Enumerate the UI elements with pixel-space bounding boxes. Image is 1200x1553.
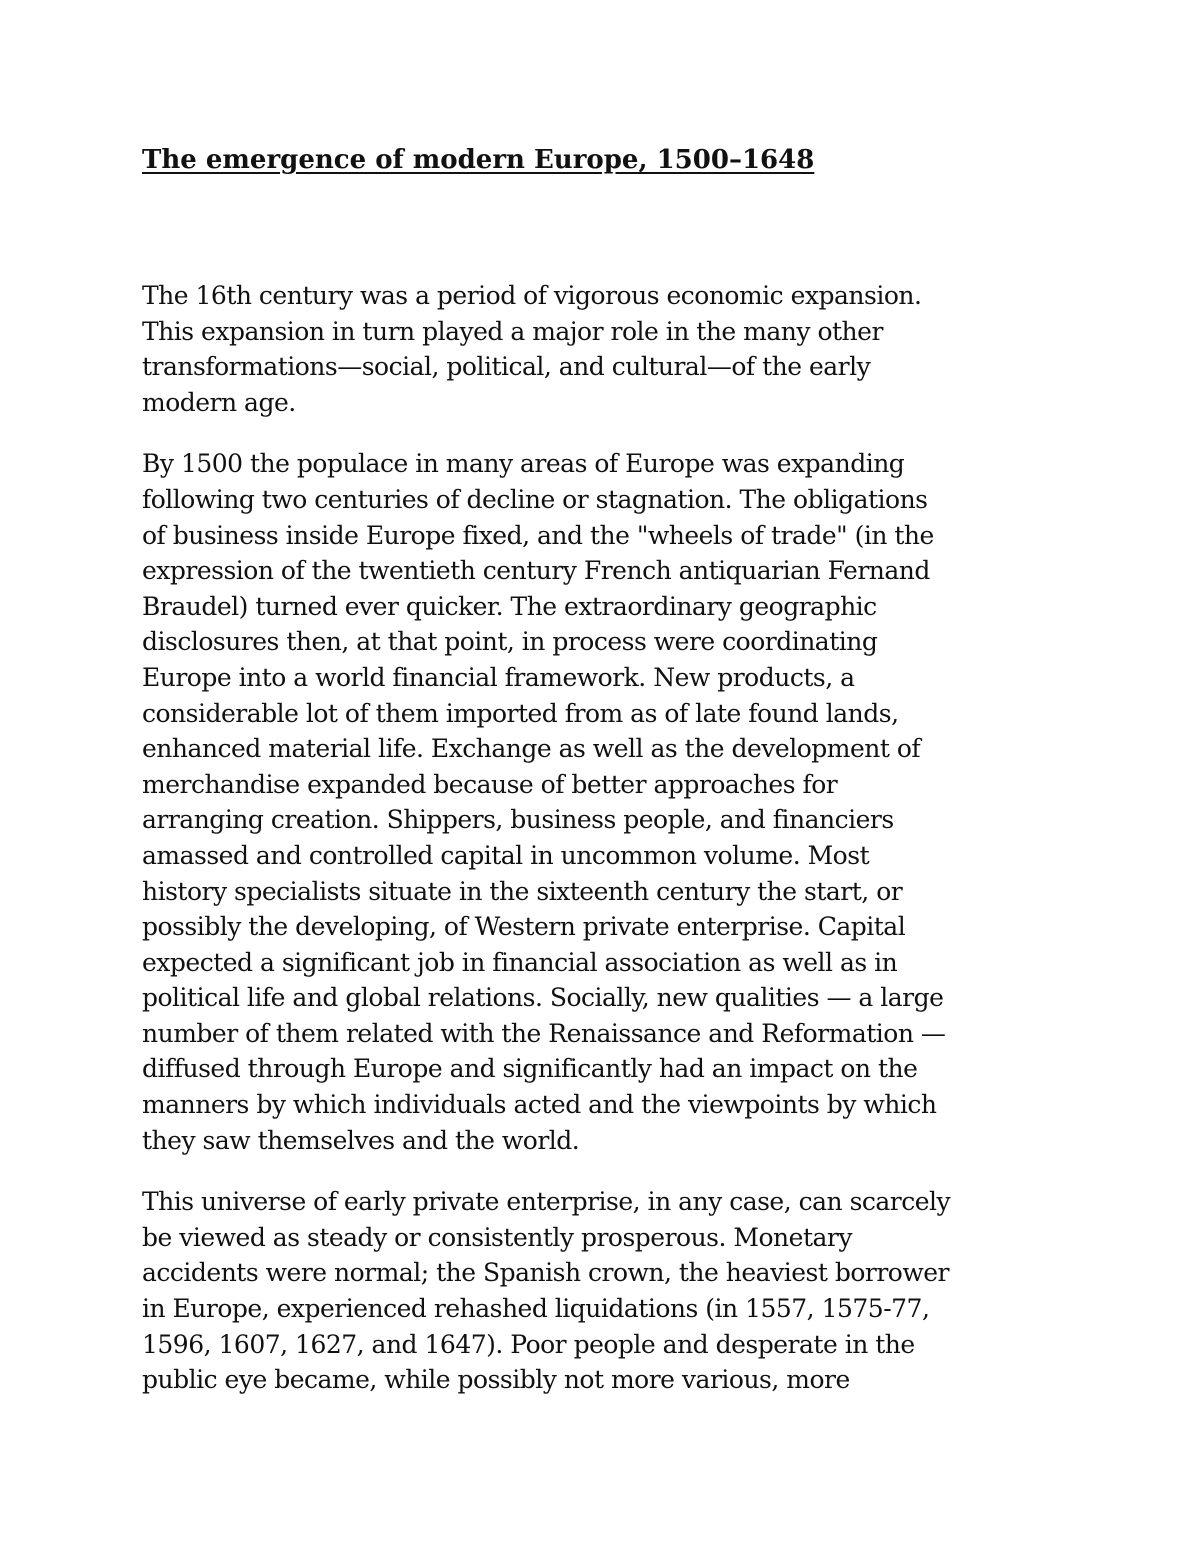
text-line: disclosures then, at that point, in process were coordinating [142,627,878,657]
text-line: amassed and controlled capital in uncommon volume. Most [142,840,870,870]
text-line: history specialists situate in the sixteenth century the start, or [142,876,903,906]
text-line: of business inside Europe fixed, and the "wheels of trade" (in the [142,520,934,550]
text-line: political life and global relations. Socially, new qualities — a large [142,983,944,1013]
text-line: diffused through Europe and significantly had an impact on the [142,1054,918,1084]
text-line: be viewed as steady or consistently prosperous. Monetary [142,1222,852,1252]
document-body [142,278,1058,1424]
text-line: This expansion in turn played a major role in the many other [142,316,883,346]
text-line: expected a significant job in financial association as well as in [142,947,898,977]
paragraph [142,278,1058,420]
text-line: transformations—social, political, and cultural—of the early [142,352,871,382]
text-line: By 1500 the populace in many areas of Europe was expanding [142,449,905,479]
text-line: number of them related with the Renaissance and Reformation — [142,1018,946,1048]
text-line: in Europe, experienced rehashed liquidations (in 1557, 1575-77, [142,1294,930,1324]
text-line: enhanced material life. Exchange as well as the development of [142,734,921,764]
paragraph [142,446,1058,1158]
text-line: This universe of early private enterprise, in any case, can scarcely [142,1187,951,1217]
document-title: The emergence of modern Europe, 1500–1648 [142,145,815,175]
text-line: they saw themselves and the world. [142,1125,580,1155]
text-line: public eye became, while possibly not more various, more [142,1365,850,1395]
text-line: following two centuries of decline or stagnation. The obligations [142,484,928,514]
paragraph [142,1184,1058,1398]
document-content [142,138,1058,1395]
text-line: Braudel) turned ever quicker. The extraordinary geographic [142,591,877,621]
text-line: 1596, 1607, 1627, and 1647). Poor people and desperate in the [142,1329,915,1359]
text-line: Europe into a world financial framework. New products, a [142,662,855,692]
text-line: considerable lot of them imported from as of late found lands, [142,698,899,728]
text-line: modern age. [142,387,296,417]
text-line: arranging creation. Shippers, business people, and financiers [142,805,894,835]
text-line: The 16th century was a period of vigorous economic expansion. [142,281,922,310]
text-line: possibly the developing, of Western private enterprise. Capital [142,912,906,942]
text-line: accidents were normal; the Spanish crown, the heaviest borrower [142,1258,949,1288]
text-line: expression of the twentieth century French antiquarian Fernand [142,556,930,586]
text-line: merchandise expanded because of better approaches for [142,769,838,799]
text-line: manners by which individuals acted and the viewpoints by which [142,1090,937,1120]
